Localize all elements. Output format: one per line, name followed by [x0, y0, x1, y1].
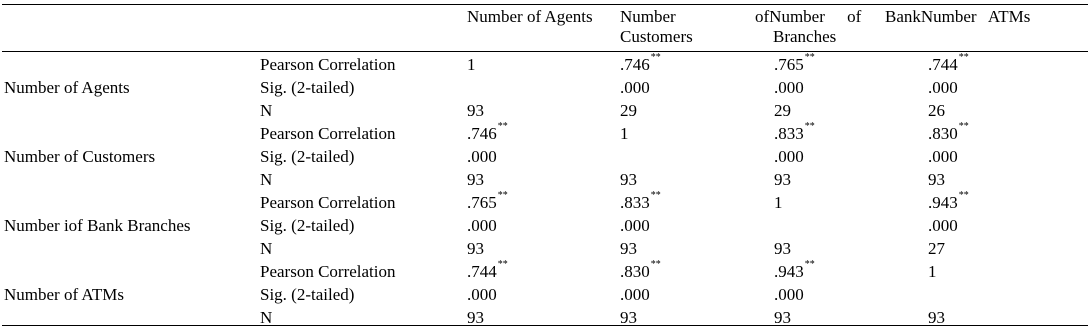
- cell-value: 93: [467, 170, 484, 189]
- cell-value: .000: [928, 147, 958, 166]
- table-cell: [928, 52, 969, 75]
- cell-value: 1: [928, 262, 937, 281]
- col-header-agents: Number of Agents: [467, 7, 593, 26]
- table-cell: [620, 216, 650, 236]
- cell-value: 1: [774, 193, 783, 212]
- table-cell: [928, 190, 969, 213]
- table-cell: [928, 262, 937, 282]
- stat-label: Pearson Correlation: [260, 124, 396, 143]
- table-cell: [467, 190, 508, 213]
- header-rule: [2, 51, 1088, 52]
- table-cell: [620, 190, 661, 213]
- bottom-rule: [2, 325, 1088, 326]
- cell-value: .000: [774, 285, 804, 304]
- table-cell: [774, 78, 804, 98]
- table-cell: [620, 259, 661, 282]
- cell-value: .000: [620, 216, 650, 235]
- table-cell: [620, 101, 637, 121]
- significance-marker: **: [958, 121, 969, 132]
- table-cell: [467, 55, 476, 75]
- col-header-branches: ofNumber of Branches: [755, 7, 862, 46]
- stat-label: N: [260, 239, 273, 258]
- cell-value: 26: [928, 101, 945, 120]
- significance-marker: **: [804, 52, 815, 63]
- cell-value: 93: [620, 308, 637, 327]
- stat-label: Pearson Correlation: [260, 262, 396, 281]
- cell-value: .000: [928, 216, 958, 235]
- significance-marker: **: [650, 259, 661, 270]
- cell-value: 93: [620, 170, 637, 189]
- cell-value: .000: [467, 216, 497, 235]
- table-cell: [774, 193, 783, 213]
- row-label-number-of-agents: Number of Agents: [4, 78, 130, 97]
- cell-value: .765: [467, 193, 497, 212]
- row-label-number-of-atms: Number of ATMs: [4, 285, 124, 304]
- significance-marker: **: [497, 259, 508, 270]
- table-cell: [928, 170, 945, 190]
- table-cell: [467, 216, 497, 236]
- cell-value: 93: [467, 239, 484, 258]
- table-cell: [620, 239, 637, 259]
- cell-value: 93: [928, 170, 945, 189]
- cell-value: 27: [928, 239, 945, 258]
- cell-value: 1: [620, 124, 629, 143]
- cell-value: 93: [774, 239, 791, 258]
- stat-label: N: [260, 101, 273, 120]
- table-cell: [620, 308, 637, 328]
- table-cell: [467, 308, 484, 328]
- cell-value: 29: [774, 101, 791, 120]
- table-cell: [620, 170, 637, 190]
- cell-value: 93: [467, 101, 484, 120]
- cell-value: 93: [928, 308, 945, 327]
- table-cell: [467, 239, 484, 259]
- cell-value: .833: [774, 124, 804, 143]
- stat-label: N: [260, 170, 273, 189]
- table-cell: [774, 308, 791, 328]
- col-header-atms: BankNumber ATMs: [885, 7, 1031, 26]
- table-cell: [928, 147, 958, 167]
- significance-marker: **: [650, 52, 661, 63]
- table-cell: [928, 101, 945, 121]
- stat-label: Pearson Correlation: [260, 193, 396, 212]
- table-cell: [774, 170, 791, 190]
- cell-value: 93: [467, 308, 484, 327]
- stat-label: N: [260, 308, 273, 327]
- cell-value: .000: [467, 147, 497, 166]
- significance-marker: **: [804, 259, 815, 270]
- table-cell: [467, 259, 508, 282]
- table-cell: [928, 78, 958, 98]
- table-cell: [774, 239, 791, 259]
- table-cell: [620, 124, 629, 144]
- table-cell: [774, 147, 804, 167]
- cell-value: .000: [620, 285, 650, 304]
- significance-marker: **: [804, 121, 815, 132]
- table-cell: [467, 285, 497, 305]
- table-cell: [928, 308, 945, 328]
- cell-value: .830: [928, 124, 958, 143]
- stat-label: Sig. (2-tailed): [260, 285, 355, 304]
- cell-value: .000: [620, 78, 650, 97]
- cell-value: 93: [774, 308, 791, 327]
- cell-value: 29: [620, 101, 637, 120]
- row-label-number-iof-bank-branches: Number iof Bank Branches: [4, 216, 191, 235]
- table-cell: [467, 121, 508, 144]
- stat-label: Sig. (2-tailed): [260, 147, 355, 166]
- cell-value: .943: [928, 193, 958, 212]
- table-cell: [928, 121, 969, 144]
- table-cell: [774, 259, 815, 282]
- cell-value: 93: [774, 170, 791, 189]
- cell-value: .943: [774, 262, 804, 281]
- cell-value: .746: [467, 124, 497, 143]
- table-cell: [774, 285, 804, 305]
- significance-marker: **: [497, 121, 508, 132]
- cell-value: .000: [467, 285, 497, 304]
- top-rule: [2, 4, 1088, 5]
- cell-value: 93: [620, 239, 637, 258]
- table-cell: [467, 101, 484, 121]
- table-cell: [774, 101, 791, 121]
- table-cell: [620, 285, 650, 305]
- table-cell: [928, 216, 958, 236]
- stat-label: Pearson Correlation: [260, 55, 396, 74]
- stat-label: Sig. (2-tailed): [260, 216, 355, 235]
- cell-value: .744: [467, 262, 497, 281]
- stat-label: Sig. (2-tailed): [260, 78, 355, 97]
- cell-value: .000: [928, 78, 958, 97]
- cell-value: .833: [620, 193, 650, 212]
- significance-marker: **: [958, 190, 969, 201]
- table-cell: [620, 52, 661, 75]
- significance-marker: **: [650, 190, 661, 201]
- cell-value: .000: [774, 147, 804, 166]
- table-cell: [467, 170, 484, 190]
- table-cell: [774, 52, 815, 75]
- table-cell: [620, 78, 650, 98]
- cell-value: .744: [928, 55, 958, 74]
- cell-value: .830: [620, 262, 650, 281]
- col-header-customers: Number Customers: [620, 7, 693, 46]
- row-label-number-of-customers: Number of Customers: [4, 147, 156, 166]
- cell-value: .765: [774, 55, 804, 74]
- table-cell: [774, 121, 815, 144]
- cell-value: 1: [467, 55, 476, 74]
- significance-marker: **: [958, 52, 969, 63]
- cell-value: .000: [774, 78, 804, 97]
- table-cell: [928, 239, 945, 259]
- table-cell: [467, 147, 497, 167]
- cell-value: .746: [620, 55, 650, 74]
- significance-marker: **: [497, 190, 508, 201]
